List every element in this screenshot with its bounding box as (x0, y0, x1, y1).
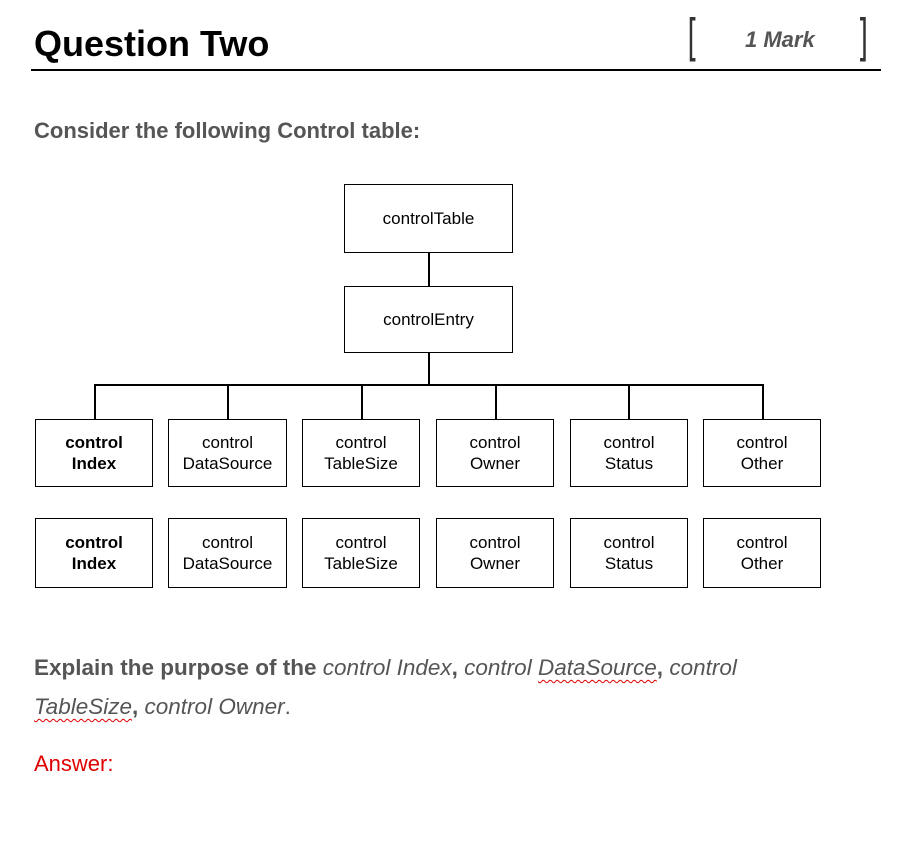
node-row1-other (703, 419, 821, 487)
question-title: Question Two (34, 23, 270, 64)
mark-value: 1 Mark (745, 27, 815, 52)
node-label-line2: Other (740, 454, 784, 473)
answer-label: Answer: (34, 751, 114, 776)
connector-drop-1 (94, 384, 96, 420)
node-row1-status (570, 419, 688, 487)
question-item-owner: control Owner (144, 694, 285, 719)
node-label-line2: TableSize (324, 454, 398, 473)
connector-drop-5 (628, 384, 630, 420)
node-control-table-label: controlTable (382, 209, 475, 228)
node-label-line1: control (603, 533, 655, 552)
intro-text: Consider the following Control table: (34, 118, 421, 143)
node-label-line2: Other (740, 554, 784, 573)
question-sep: , (132, 694, 139, 719)
node-row1-owner (436, 419, 554, 487)
node-label-line2: Owner (469, 454, 521, 473)
connector-drop-2 (227, 384, 229, 420)
node-row1-tablesize (302, 419, 420, 487)
node-label-line2: Status (604, 554, 654, 573)
node-row1-index (35, 419, 153, 487)
node-row1-datasource (168, 419, 287, 487)
connector-entry-bus (428, 352, 430, 385)
connector-drop-6 (762, 384, 764, 420)
question-item-tablesize-b: TableSize (34, 694, 132, 719)
node-row2-index (35, 518, 153, 588)
question-item-tablesize-a: control (669, 655, 737, 680)
connector-drop-4 (495, 384, 497, 420)
question-sep: , (656, 655, 664, 680)
node-control-table (344, 184, 513, 253)
node-label-line1: control (469, 433, 521, 452)
node-label-line2: Index (71, 554, 117, 573)
node-row2-owner (436, 518, 554, 588)
question-prompt (34, 648, 834, 726)
question-sep: , (451, 655, 458, 680)
node-label-line1: control (736, 533, 788, 552)
node-label-line2: DataSource (182, 554, 273, 573)
node-row2-datasource (168, 518, 287, 588)
node-row2-tablesize (302, 518, 420, 588)
node-label-line1: control (603, 433, 655, 452)
question-item-index: control Index (322, 655, 452, 680)
question-item-datasource-b: DataSource (537, 655, 657, 680)
node-row2-other (703, 518, 821, 588)
node-label-line2: Index (71, 454, 117, 473)
connector-drop-3 (361, 384, 363, 420)
node-label-line2: TableSize (324, 554, 398, 573)
question-end: . (284, 694, 291, 719)
node-control-entry (344, 286, 513, 353)
node-label-line1: control (469, 533, 521, 552)
node-label-line1: control (201, 533, 254, 552)
mark-bracket-left: [ (687, 9, 699, 67)
node-label-line1: control (65, 533, 123, 552)
node-label-line1: control (65, 433, 123, 452)
node-label-line2: Owner (469, 554, 521, 573)
node-row2-status (570, 518, 688, 588)
node-label-line1: control (736, 433, 788, 452)
node-label-line1: control (335, 533, 387, 552)
question-item-datasource-a: control (464, 655, 532, 680)
connector-bus (94, 384, 764, 386)
connector-root-entry (428, 252, 430, 287)
node-control-entry-label: controlEntry (383, 310, 474, 329)
question-prefix: Explain the purpose of the (34, 655, 317, 680)
node-label-line2: DataSource (182, 454, 273, 473)
title-divider (31, 69, 881, 71)
node-label-line1: control (335, 433, 387, 452)
node-label-line2: Status (604, 454, 654, 473)
mark-bracket-right: ] (857, 9, 869, 67)
node-label-line1: control (201, 433, 254, 452)
